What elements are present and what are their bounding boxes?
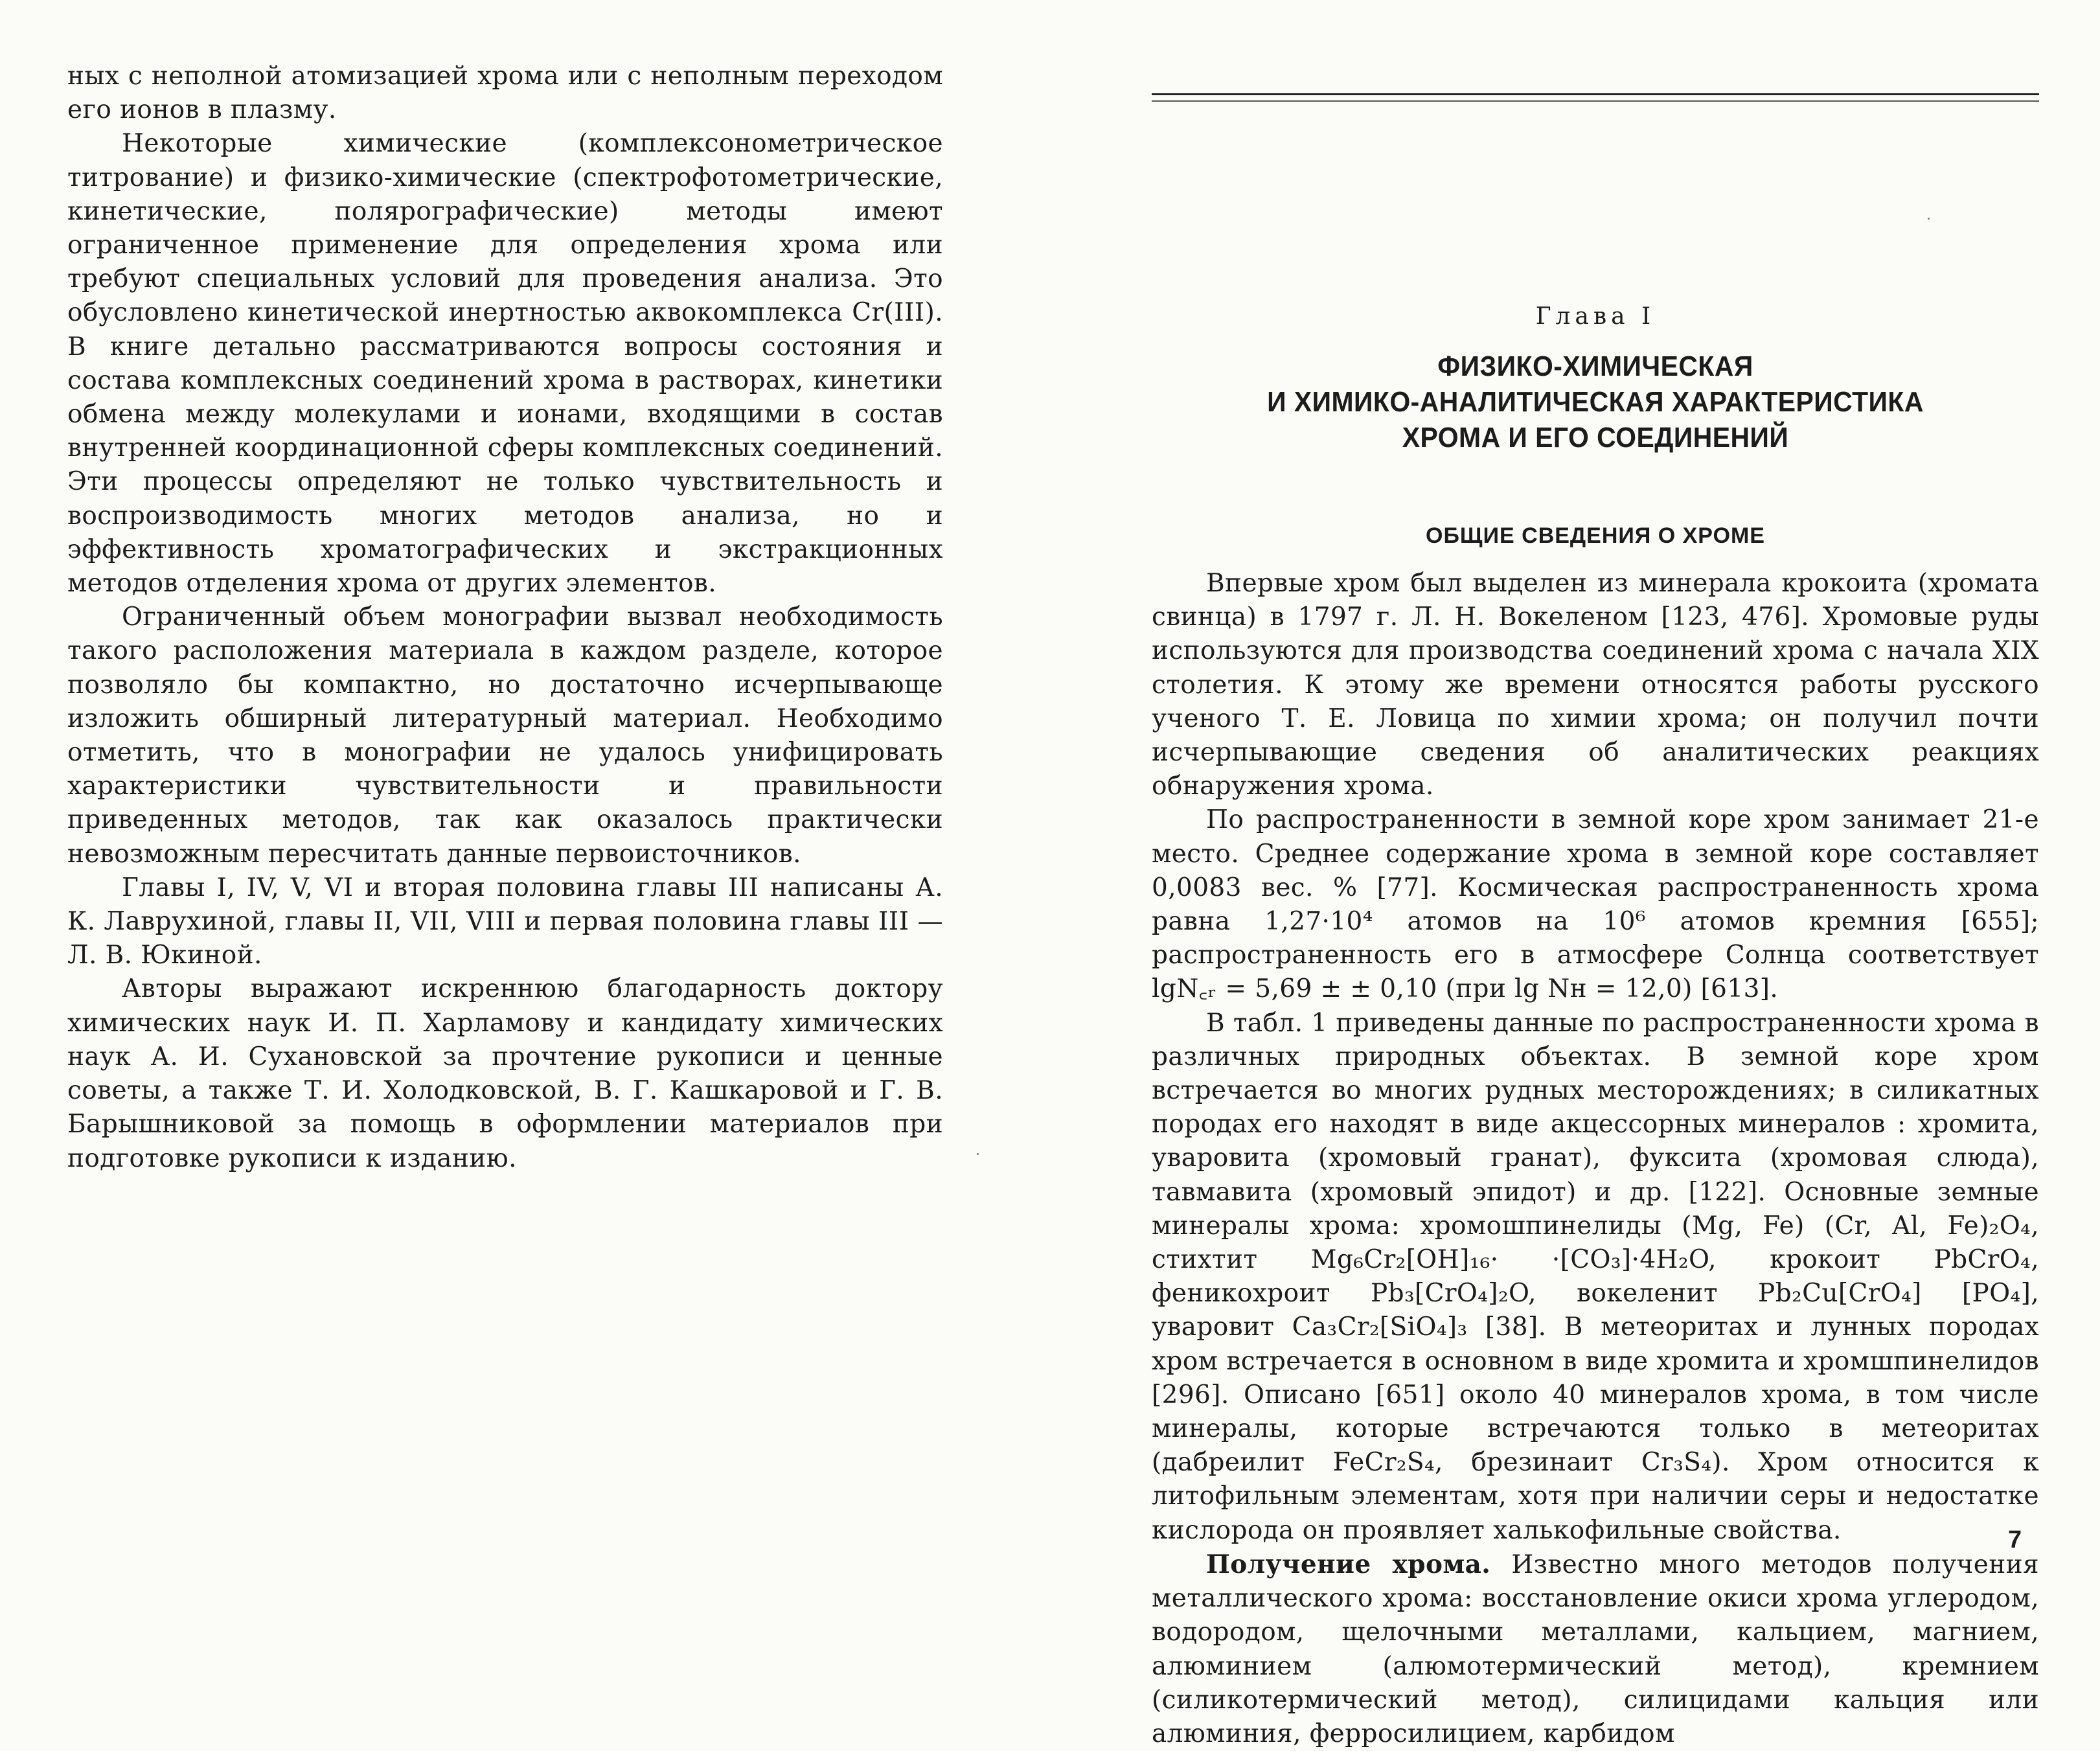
left-paragraph-1: ных с неполной атомизацией хрома или с неполным переходом его ионов в плазму. bbox=[67, 62, 943, 125]
right-page bbox=[1049, 0, 2100, 1748]
right-paragraph-4 bbox=[1152, 1548, 2039, 1751]
right-paragraph-3: В табл. 1 приведены данные по распространенности хрома в различных природных объектах. В земной коре хром встречается во многих рудных месторождениях; в силикатных породах его находят в виде акцессорных минералов : хромита, уваровита (хромовый гранат), фуксита (хромовая слюда), тавмавита (хромовый эпидот) и др. [122]. Основные земные минералы хрома: хромошпинелиды (Mg, Fe) (Cr, Al, Fe)₂O₄, стихтит Mg₆Cr₂[OH]₁₆· ·[CO₃]·4H₂O, крокоит PbCrO₄, феникохроит Pb₃[CrO₄]₂O, вокеленит Pb₂Cu[CrO₄] [PO₄], уваровит Ca₃Cr₂[SiO₄]₃ [38]. В метеоритах и лунных породах хром встречается в основном в виде хромита и хромшпинелидов [296]. Описано [651] около 40 минералов хрома, в том числе минералы, которые встречаются только в метеоритах (дабреилит FeCr₂S₄, брезинаит Cr₃S₄). Хром относится к литофильным элементам, хотя при наличии серы и недостатке кислорода он проявляет халькофильные свойства. bbox=[1152, 1008, 2039, 1545]
section-heading: ОБЩИЕ СВЕДЕНИЯ О ХРОМЕ bbox=[1426, 523, 1765, 548]
left-text-column bbox=[67, 60, 943, 1176]
paragraph-body: Известно много методов получения металлического хрома: восстановление окиси хрома углеродом, водородом, щелочными металлами, кальцием, магнием, алюминием (алюмотермический метод), кремнием (силикотермический метод), силицидами кальция или алюминия, ферросилицием, карбидом bbox=[1152, 1550, 2039, 1748]
chapter-title-line-1: ФИЗИКО-ХИМИЧЕСКАЯ bbox=[1437, 350, 1753, 382]
chapter-title-line-3: ХРОМА И ЕГО СОЕДИНЕНИЙ bbox=[1402, 422, 1789, 453]
left-paragraph-4: Главы I, IV, V, VI и вторая половина главы III написаны А. К. Лаврухиной, главы II, VII, VIII и первая половина главы III — Л. В. Юкиной. bbox=[67, 873, 943, 970]
run-in-heading: Получение хрома. bbox=[1206, 1549, 1491, 1579]
chapter-title-line-2: И ХИМИКО-АНАЛИТИЧЕСКАЯ ХАРАКТЕРИСТИКА bbox=[1267, 386, 1924, 418]
scan-speck bbox=[977, 1153, 979, 1155]
left-paragraph-5: Авторы выражают искреннюю благодарность доктору химических наук И. П. Харламову и кандидату химических наук А. И. Сухановской за прочтение рукописи и ценные советы, а также Т. И. Холодковской, В. Г. Кашкаровой и Г. В. Барышниковой за помощь в оформлении материалов при подготовке рукописи к изданию. bbox=[67, 974, 943, 1173]
top-rule-thin bbox=[1152, 100, 2039, 102]
scan-speck bbox=[1928, 218, 1930, 220]
top-rule bbox=[1152, 93, 2039, 95]
chapter-title bbox=[1183, 349, 2008, 455]
left-paragraph-2: Некоторые химические (комплексонометрическое титрование) и физико-химические (спектрофотометрические, кинетические, полярографические) методы имеют ограниченное применение для определения хрома или требуют специальных условий для проведения анализа. Это обусловлено кинетической инертностью аквокомплекса Cr(III). В книге детально рассматриваются вопросы состояния и состава комплексных соединений хрома в растворах, кинетики обмена между молекулами и ионами, входящими в состав внутренней координационной сферы комплексных соединений. Эти процессы определяют не только чувствительность и воспроизводимость многих методов анализа, но и эффективность хроматографических и экстракционных методов отделения хрома от других элементов. bbox=[67, 129, 943, 599]
page-number: 7 bbox=[2008, 1526, 2022, 1553]
left-paragraph-3: Ограниченный объем монографии вызвал необходимость такого расположения материала в каждом разделе, которое позволяло бы компактно, но достаточно исчерпывающе изложить обширный литературный материал. Необходимо отметить, что в монографии не удалось унифицировать характеристики чувствительности и правильности приведенных методов, так как оказалось практически невозможным пересчитать данные первоисточников. bbox=[67, 602, 943, 869]
right-paragraph-2: По распространенности в земной коре хром занимает 21-е место. Среднее содержание хрома в земной коре составляет 0,0083 вес. % [77]. Космическая распространенность хрома равна 1,27·10⁴ атомов на 10⁶ атомов кремния [655]; распространенность его в атмосфере Солнца соответствует lgN꜀ᵣ = 5,69 ± ± 0,10 (при lg Nн = 12,0) [613]. bbox=[1152, 805, 2039, 1004]
right-paragraph-1: Впервые хром был выделен из минерала крокоита (хромата свинца) в 1797 г. Л. Н. Вокеленом [123, 476]. Хромовые руды используются для производства соединений хрома с начала XIX столетия. К этому же времени относятся работы русского ученого Т. Е. Ловица по химии хрома; он получил почти исчерпывающие сведения об аналитических реакциях обнаружения хрома. bbox=[1152, 569, 2039, 801]
chapter-label: Глава I bbox=[1535, 303, 1656, 330]
left-page bbox=[0, 0, 1049, 1574]
